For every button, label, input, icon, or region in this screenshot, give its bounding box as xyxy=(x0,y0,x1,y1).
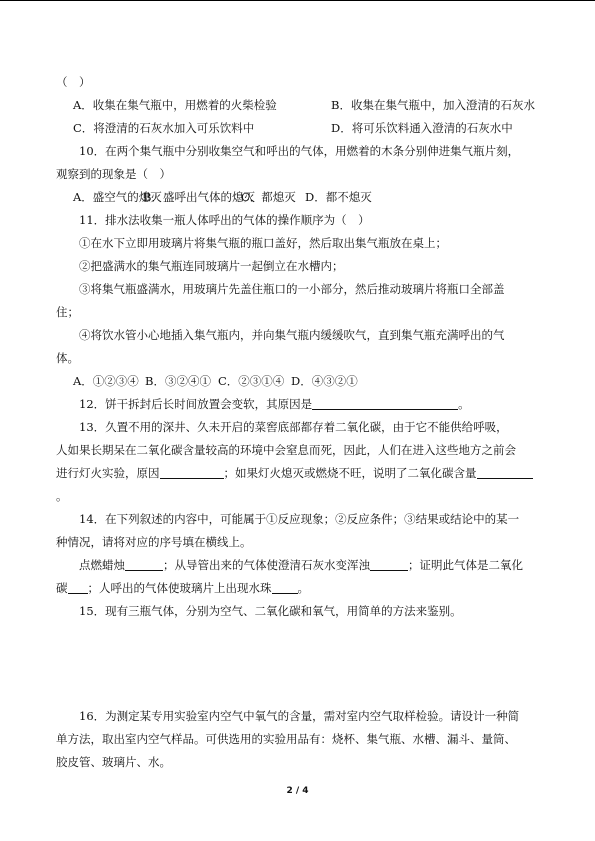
question-14 xyxy=(56,508,542,600)
q11-step-3: ③将集气瓶盛满水，用玻璃片先盖住瓶口的一小部分，然后推动玻璃片将瓶口全部盖 xyxy=(79,282,505,296)
q11-option-d: D．④③②① xyxy=(291,374,358,388)
question-10 xyxy=(56,140,542,209)
question-9 xyxy=(56,71,542,140)
question-13 xyxy=(56,416,542,508)
q14-stem-line1: 14．在下列叙述的内容中，可能属于①反应现象；②反应条件；③结果或结论中的某一 xyxy=(79,512,520,526)
page-top-rule xyxy=(0,0,595,1)
q12-answer-blank[interactable] xyxy=(312,396,458,410)
q14-line3-b: ；从导管出来的气体使澄清石灰水变浑浊 xyxy=(163,558,370,572)
q11-option-a: A．①②③④ xyxy=(73,374,139,388)
q14-line3-c: ；证明此气体是二氧化 xyxy=(408,558,523,572)
q12-stem: 12．饼干拆封后长时间放置会变软，其原因是 xyxy=(79,397,313,411)
q9-option-d: D．将可乐饮料通入澄清的石灰水中 xyxy=(331,121,513,135)
q15-answer-space[interactable] xyxy=(56,623,542,705)
q11-step-4-cont: 体。 xyxy=(56,351,79,365)
q14-blank-4[interactable] xyxy=(272,580,298,594)
question-11 xyxy=(56,209,542,393)
page-number: 2 / 4 xyxy=(286,786,309,796)
q10-option-d: D．都不熄灭 xyxy=(305,190,372,204)
question-15 xyxy=(56,600,542,705)
q13-blank-co2-content[interactable] xyxy=(477,465,533,479)
q14-blank-3[interactable] xyxy=(68,580,88,594)
q13-stem-line4: 。 xyxy=(56,489,68,503)
q16-stem-line1: 16．为测定某专用实验室内空气中氧气的含量，需对室内空气取样检验。请设计一种简 xyxy=(79,709,520,723)
q10-option-c: C．都熄灭 xyxy=(241,190,296,204)
question-12 xyxy=(56,393,542,416)
q13-blank-reason[interactable] xyxy=(160,465,224,479)
q12-end: 。 xyxy=(458,397,470,411)
q10-option-a: A．盛空气的熄灭 xyxy=(73,190,162,204)
document-body xyxy=(56,71,542,774)
q9-option-a: A．收集在集气瓶中，用燃着的火柴检验 xyxy=(73,98,277,112)
q11-step-3-cont: 住； xyxy=(56,305,79,319)
q10-stem-line1: 10．在两个集气瓶中分别收集空气和呼出的气体，用燃着的木条分别伸进集气瓶片刻， xyxy=(79,144,520,158)
q10-stem-line2: 观察到的现象是（ ） xyxy=(56,167,171,181)
q9-bracket: （ ） xyxy=(56,75,91,89)
q13-stem-line2: 人如果长期呆在二氧化碳含量较高的环境中会窒息而死，因此，人们在进入这些地方之前会 xyxy=(56,443,516,457)
q9-option-b: B．收集在集气瓶中，加入澄清的石灰水 xyxy=(331,98,535,112)
q14-line3-a: 点燃蜡烛 xyxy=(79,558,125,572)
q11-option-b: B．③②④① xyxy=(145,374,211,388)
q14-line4-b: ；人呼出的气体使玻璃片上出现水珠 xyxy=(87,581,272,595)
q10-option-b: B．盛呼出气体的熄灭 xyxy=(143,190,255,204)
q9-option-c: C．将澄清的石灰水加入可乐饮料中 xyxy=(73,121,255,135)
q14-blank-2[interactable] xyxy=(370,557,408,571)
q13-stem-line1: 13．久置不用的深井、久未开启的菜窖底部都存着二氧化碳，由于它不能供给呼吸， xyxy=(79,420,508,434)
q13-stem-line3-b: ；如果灯火熄灭或燃烧不旺，说明了二氧化碳含量 xyxy=(223,466,477,480)
q16-stem-line3: 胶皮管、玻璃片、水。 xyxy=(56,755,171,769)
q14-line4-c: 。 xyxy=(297,581,309,595)
q11-stem: 11．排水法收集一瓶人体呼出的气体的操作顺序为（ ） xyxy=(79,213,370,227)
q13-stem-line3-a: 进行灯火实验，原因 xyxy=(56,466,160,480)
q11-step-4: ④将饮水管小心地插入集气瓶内，并向集气瓶内缓缓吹气，直到集气瓶充满呼出的气 xyxy=(79,328,505,342)
q16-stem-line2: 单方法，取出室内空气样品。可供选用的实验用品有：烧杯、集气瓶、水槽、漏斗、量筒、 xyxy=(56,732,516,746)
q14-blank-1[interactable] xyxy=(125,557,163,571)
q14-stem-line2: 种情况，请将对应的序号填在横线上。 xyxy=(56,535,252,549)
q14-line4-a: 碳 xyxy=(56,581,68,595)
q11-step-2: ②把盛满水的集气瓶连同玻璃片一起倒立在水槽内； xyxy=(79,259,344,273)
q11-option-c: C．②③①④ xyxy=(218,374,285,388)
q15-stem: 15．现有三瓶气体，分别为空气、二氧化碳和氧气，用简单的方法来鉴别。 xyxy=(79,604,462,618)
question-16 xyxy=(56,705,542,774)
q11-step-1: ①在水下立即用玻璃片将集气瓶的瓶口盖好，然后取出集气瓶放在桌上； xyxy=(79,236,447,250)
